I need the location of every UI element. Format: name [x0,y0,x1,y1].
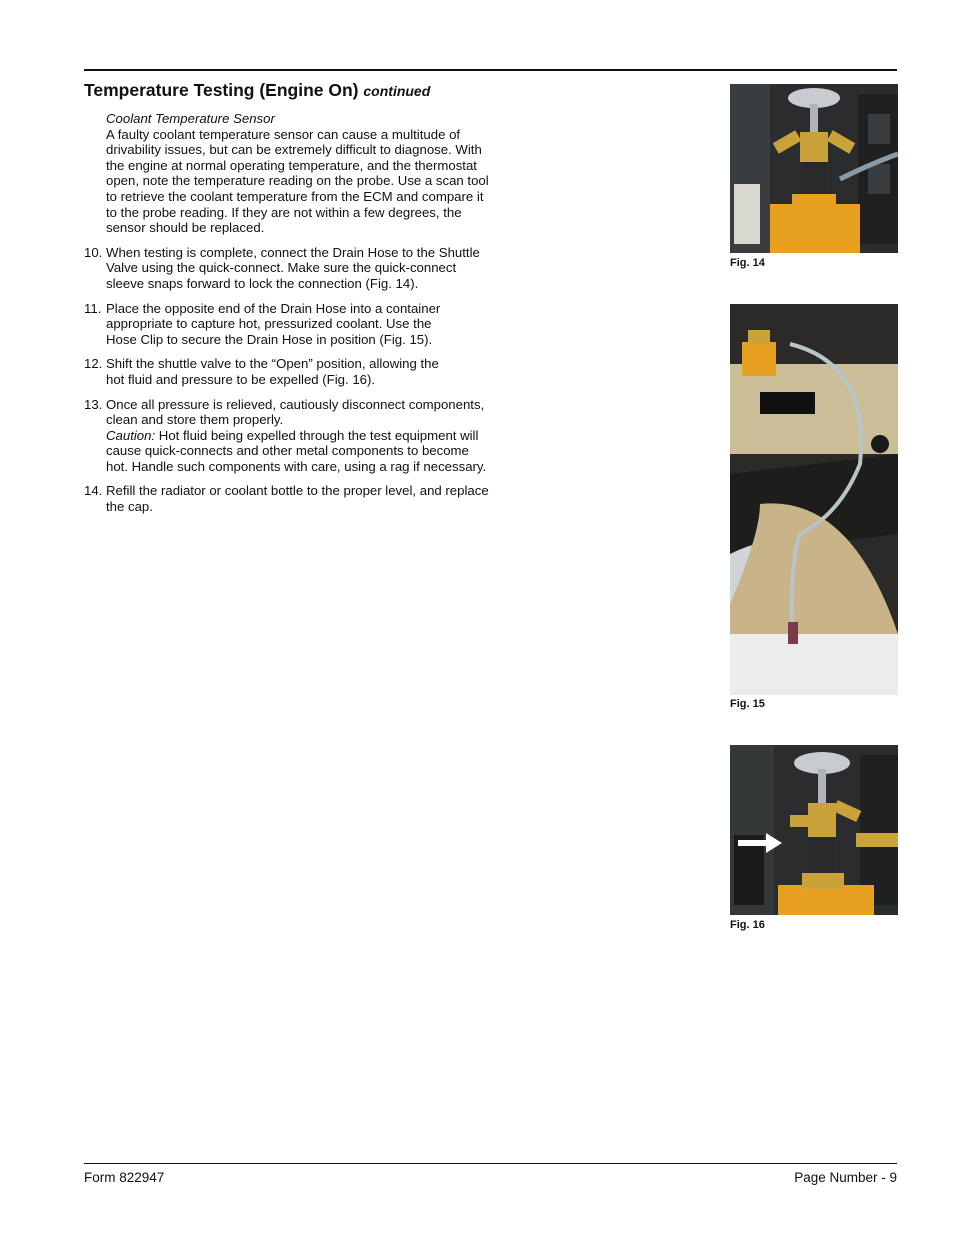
footer-form-number: Form 822947 [84,1170,165,1185]
step-10 [84,245,509,292]
step-number: 11. [84,300,102,316]
step-line: clean and store them properly. [106,412,284,428]
step-number: 10. [84,244,103,260]
caution-line: cause quick-connects and other metal components to become [106,443,469,459]
intro-line: sensor should be replaced. [106,220,265,236]
footer-page-number: Page Number - 9 [794,1170,897,1185]
step-line: When testing is complete, connect the Drain Hose to the Shuttle [106,244,480,260]
bottom-rule [84,1163,897,1164]
intro-line: the engine at normal operating temperature, and the thermostat [106,157,477,173]
intro-line: drivability issues, but can be extremely difficult to diagnose. With [106,142,482,158]
figure-14-photo [730,84,898,253]
intro-subheading: Coolant Temperature Sensor [106,111,275,126]
step-line: Shift the shuttle valve to the “Open” position, allowing the [106,356,439,372]
step-line: Refill the radiator or coolant bottle to the proper level, and replace [106,483,489,499]
caution-line: hot. Handle such components with care, using a rag if necessary. [106,458,487,474]
intro-line: A faulty coolant temperature sensor can cause a multitude of [106,126,461,142]
caution-text: Hot fluid being expelled through the test equipment will [155,427,479,443]
figure-16-caption: Fig. 16 [730,919,765,931]
step-11 [84,301,509,348]
heading-suffix: continued [363,83,431,99]
figure-16-photo [730,745,898,915]
step-number: 12. [84,356,103,372]
step-number: 14. [84,483,103,499]
step-line: Hose Clip to secure the Drain Hose in position (Fig. 15). [106,331,433,347]
intro-line: open, note the temperature reading on the probe. Use a scan tool [106,173,489,189]
body-text [84,111,509,524]
step-line: Place the opposite end of the Drain Hose into a container [106,300,441,316]
figure-15-caption: Fig. 15 [730,698,765,710]
intro-section [106,111,509,236]
step-line: sleeve snaps forward to lock the connection (Fig. 14). [106,275,419,291]
intro-line: to retrieve the coolant temperature from the ECM and compare it [106,188,484,204]
step-13 [84,397,509,475]
page-heading [84,80,430,101]
step-line: hot fluid and pressure to be expelled (Fig. 16). [106,371,376,387]
step-line: Once all pressure is relieved, cautiously disconnect components, [106,396,485,412]
step-line: appropriate to capture hot, pressurized coolant. Use the [106,316,432,332]
caution-label: Caution: [106,427,156,443]
figure-15-photo [730,304,898,695]
step-number: 13. [84,396,103,412]
intro-line: to the probe reading. If they are not within a few degrees, the [106,204,462,220]
step-line: the cap. [106,499,153,515]
step-12 [84,356,509,387]
figure-14-caption: Fig. 14 [730,257,765,269]
heading-title: Temperature Testing (Engine On) [84,80,359,100]
caution-line [106,428,509,444]
step-list [84,245,509,515]
step-14 [84,483,509,514]
top-rule [84,69,897,71]
step-line: Valve using the quick-connect. Make sure the quick-connect [106,260,457,276]
